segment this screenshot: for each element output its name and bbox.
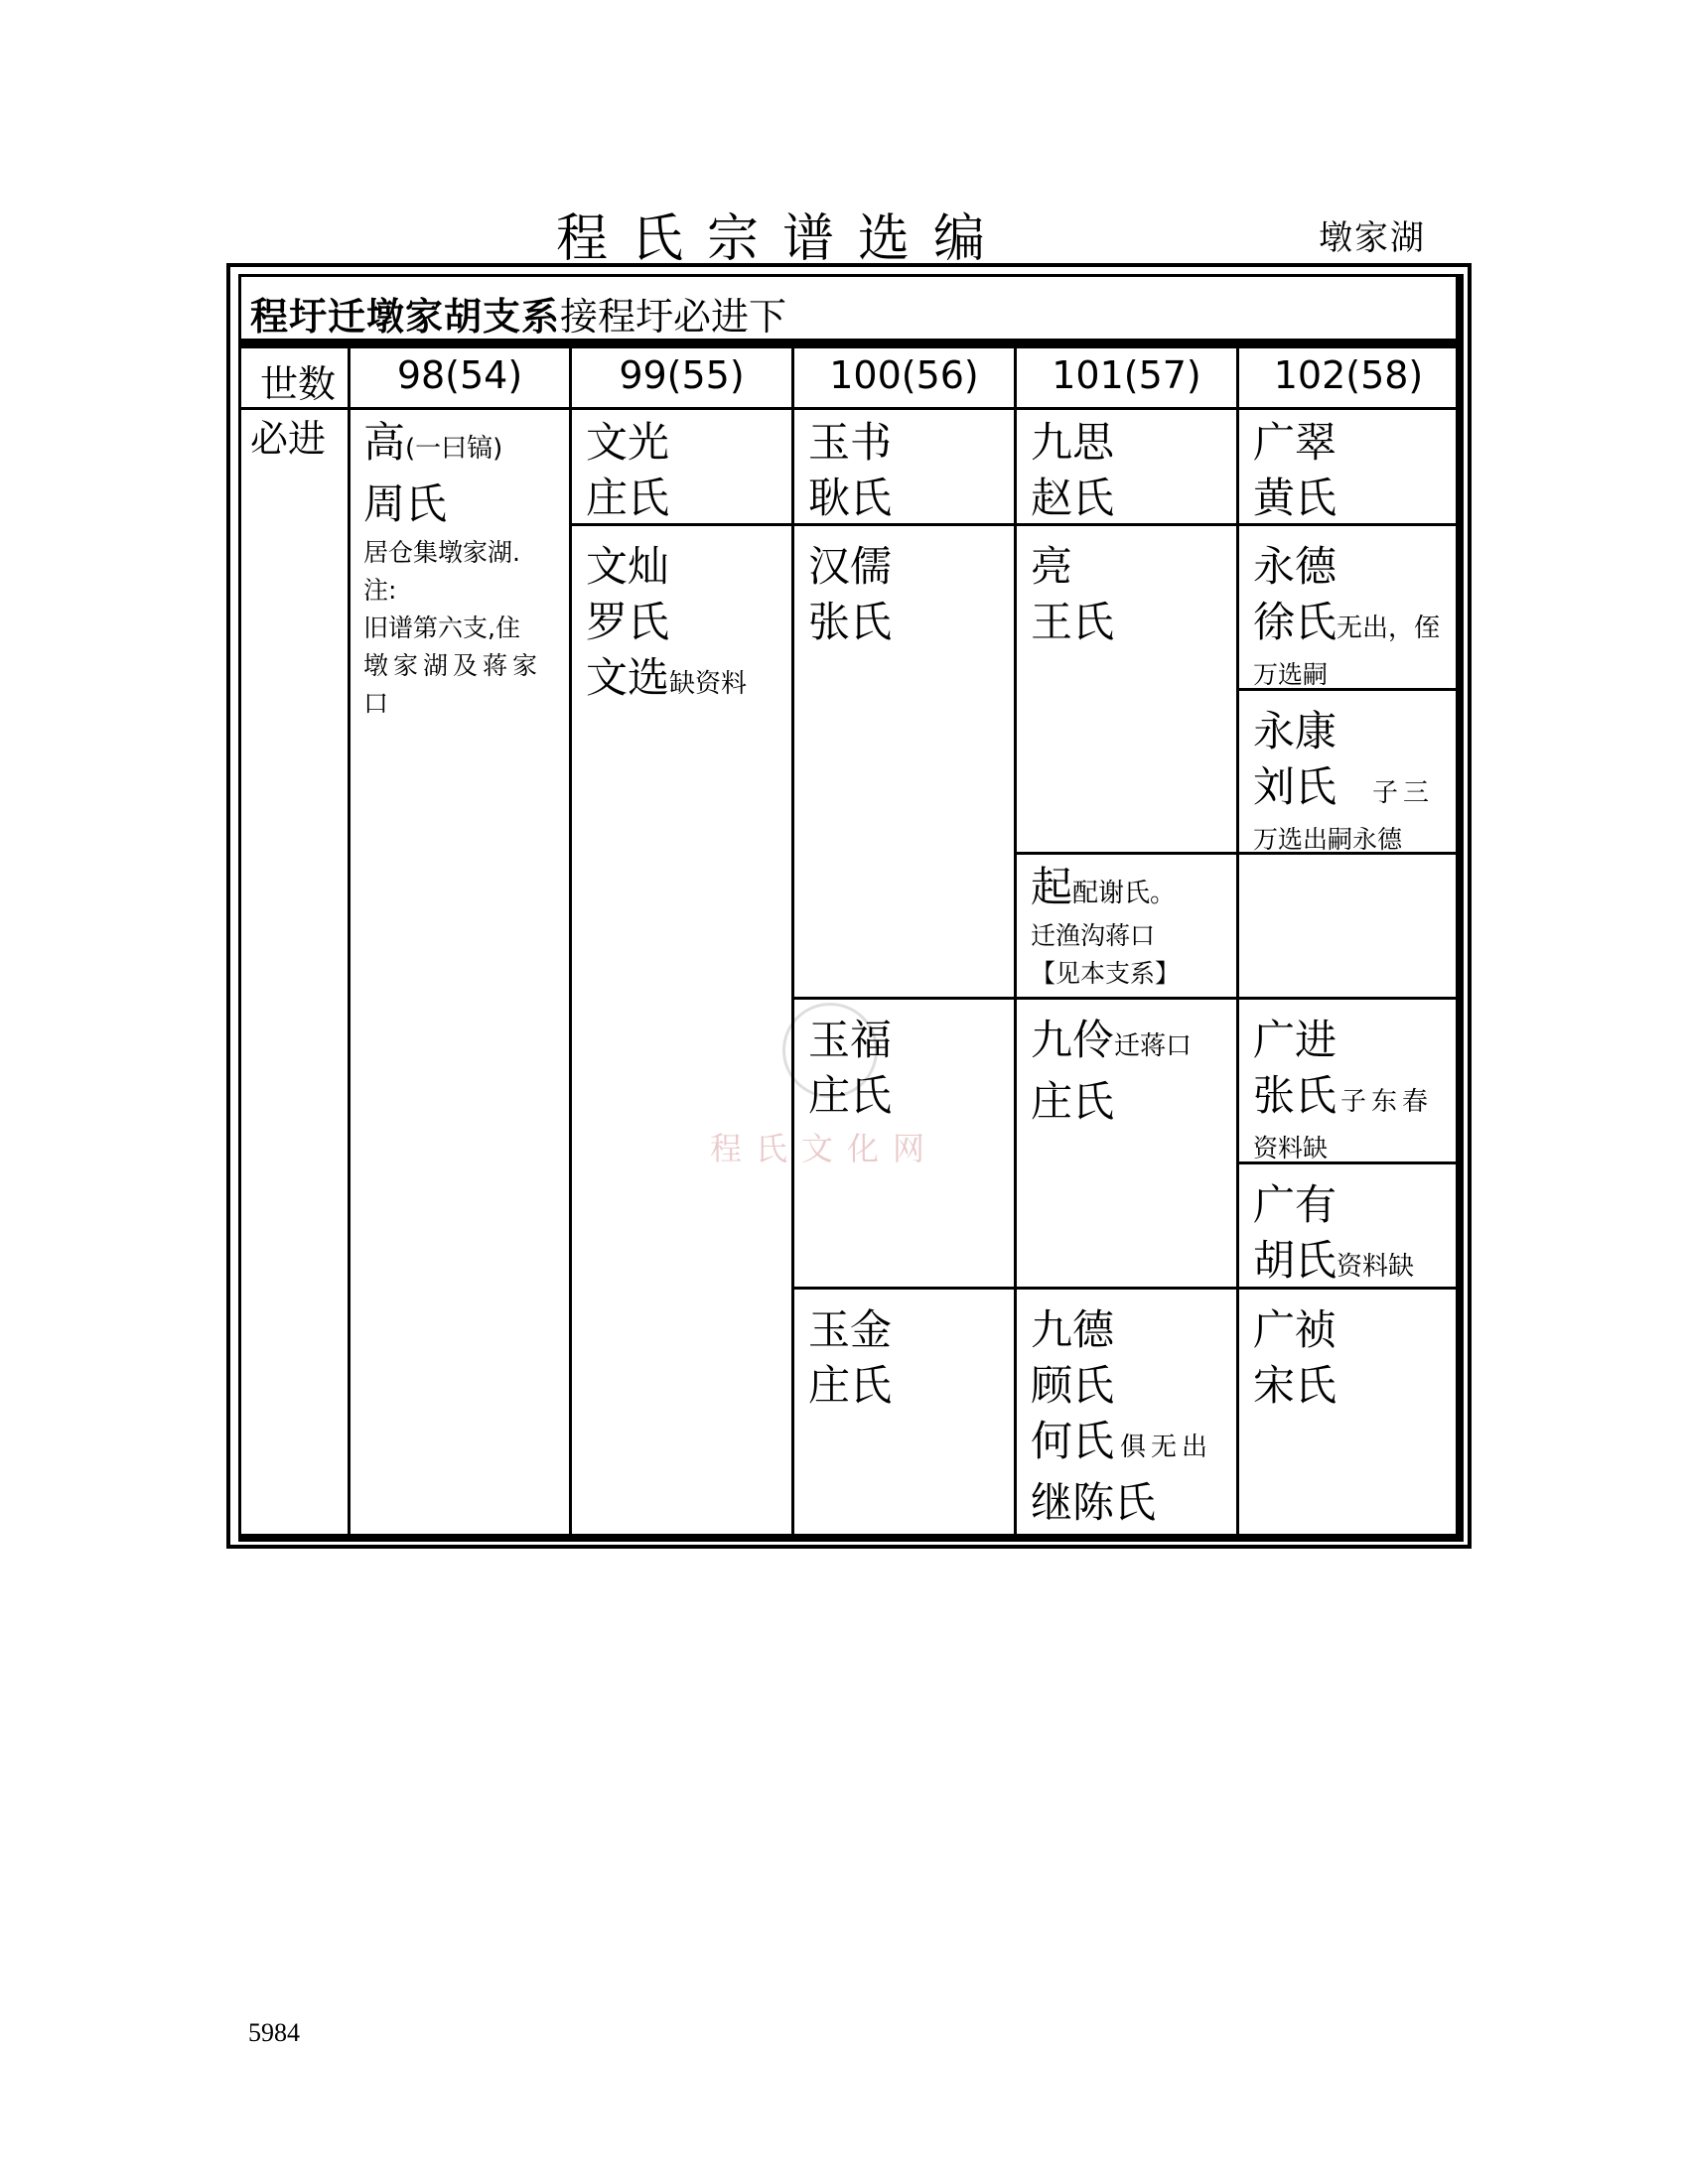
person-name: 汉儒 [808,542,893,591]
note-line: 万选嗣 [1253,660,1329,689]
child-name: 文选缺资料 [586,653,748,702]
spouse-name: 耿氏 [808,474,893,522]
spouse-note: 子东春 [1340,1087,1434,1117]
spouse-name: 罗氏 [586,598,670,646]
entry-101-d [1031,1013,1192,1130]
header-divider [238,339,1462,348]
person-name: 玉书 [808,418,893,467]
generation-101: 101(57) [1052,353,1201,397]
note-line: 万选出嗣永德 [1253,825,1403,854]
generation-row-divider [238,407,1462,410]
person-name: 广进 [1253,1016,1337,1064]
spouse-name: 顾氏 [1031,1361,1115,1410]
entry-101-c [1031,864,1180,993]
name-note: (一曰镐) [405,434,503,464]
person-name: 九思 [1031,418,1115,467]
branch-title: 程圩迁墩家胡支系 [250,294,561,339]
note-line: 【见本支系】 [1031,959,1181,988]
spouse-name: 何氏 俱无出 [1031,1417,1213,1465]
person-name: 九德 [1031,1305,1115,1354]
spouse-name: 周氏 [363,479,448,528]
spouse-note: 子三 [1372,778,1435,808]
page-title: 程氏宗谱选编 [556,209,1010,269]
person-name: 广有 [1253,1180,1337,1229]
spouse-name: 刘氏 子三 [1253,762,1435,811]
spouse-name: 徐氏无出，侄 [1253,598,1441,646]
entry-102-b [1253,539,1440,694]
note-line: 迁渔沟蒋口 [1031,921,1156,950]
generation-99: 99(55) [619,353,745,397]
column-divider [791,348,794,1537]
column-divider [1236,348,1239,1537]
entry-102-f [1253,1302,1336,1414]
frame-shadow-right [1456,274,1464,1542]
spouse-name: 宋氏 [1253,1361,1337,1410]
person-name: 玉金 [808,1305,893,1354]
frame-shadow-bottom [238,1534,1462,1542]
watermark-text: 程氏文化网 [710,1130,939,1167]
child-note: 缺资料 [669,669,748,699]
place-name: 墩家湖 [1319,218,1426,258]
person-name: 文光 [586,418,670,467]
note-line: 口 [363,689,389,718]
spouse-name: 庄氏 [1031,1077,1115,1126]
table-header [250,286,786,341]
spouse-note: 资料缺 [1336,1252,1415,1282]
entry-102-d [1253,1013,1433,1167]
spouse-name: 庄氏 [586,474,670,522]
row-divider [791,997,1458,1000]
spouse-name: 胡氏资料缺 [1253,1236,1415,1285]
note-line: 墩家湖及蒋家 [363,651,543,680]
entry-101-a [1031,415,1114,526]
spouse-note: 俱无出 [1120,1433,1213,1462]
spouse-name: 庄氏 [808,1071,893,1120]
column-divider [348,348,351,1537]
column-divider [1014,348,1017,1537]
entry-101-b [1031,539,1114,650]
person-name: 高(一曰镐) [363,418,503,467]
spouse-name: 张氏 子东春 [1253,1071,1434,1120]
spouse-name: 赵氏 [1031,474,1115,522]
person-name: 永康 [1253,707,1337,755]
note-line: 居仓集墩家湖. [363,538,520,567]
person-name: 广翠 [1253,418,1337,467]
person-name: 九伶迁蒋口 [1031,1016,1193,1064]
generation-label: 世数 [259,362,336,406]
branch-subtitle: 接程圩必进下 [560,295,787,339]
spouse-name: 张氏 [808,598,893,646]
spouse-name: 王氏 [1031,598,1115,646]
note-line: 旧谱第六支,住 [363,614,520,642]
person-name: 玉福 [808,1016,893,1064]
spouse-name: 继陈氏 [1031,1478,1157,1527]
person-name: 广祯 [1253,1305,1337,1354]
generation-100: 100(56) [829,353,979,397]
spouse-name: 庄氏 [808,1361,893,1410]
person-name: 永德 [1253,542,1337,591]
person-name: 文灿 [586,542,670,591]
person-name: 起配谢氏。 [1031,863,1177,911]
entry-102-e [1253,1177,1414,1295]
entry-98 [363,415,542,723]
person-note: 迁蒋口 [1114,1031,1193,1061]
entry-102-a [1253,415,1336,526]
row-label: 必进 [250,417,327,461]
note-line: 资料缺 [1253,1134,1329,1162]
person-note: 配谢氏。 [1072,879,1177,908]
generation-98: 98(54) [396,353,523,397]
page-number: 5984 [248,2018,300,2047]
entry-100-b [808,539,892,650]
person-name: 亮 [1031,542,1073,591]
watermark-seal [782,1003,878,1098]
entry-100-d [808,1302,892,1414]
spouse-note: 无出，侄 [1336,614,1441,643]
entry-99-b [586,539,747,712]
note-line: 注: [363,576,397,605]
spouse-name: 黄氏 [1253,474,1337,522]
entry-99-a [586,415,669,526]
generation-102: 102(58) [1273,353,1424,397]
entry-102-c [1253,704,1434,859]
column-divider [569,348,572,1537]
entry-101-e [1031,1302,1212,1531]
entry-100-a [808,415,892,526]
